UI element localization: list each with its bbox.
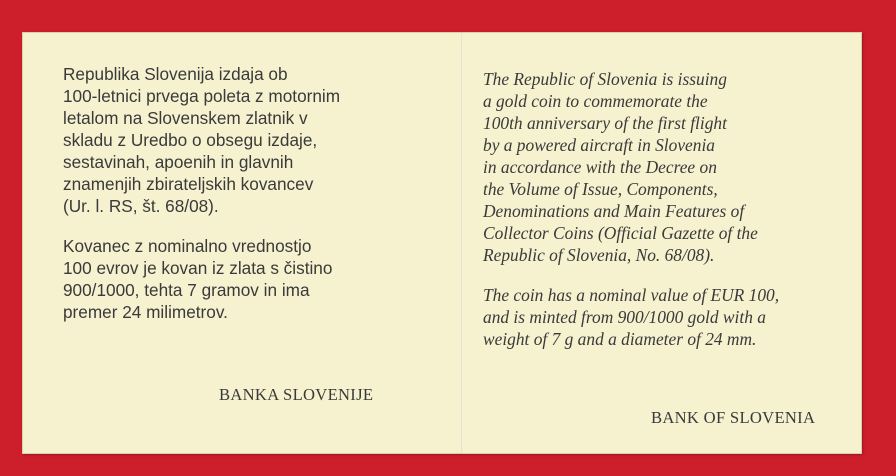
paragraph-spacer: [63, 217, 443, 235]
text-line: 100th anniversary of the first flight: [483, 113, 727, 133]
english-paragraph-2: [483, 284, 853, 350]
text-line: weight of 7 g and a diameter of 24 mm.: [483, 329, 757, 349]
text-line: 100 evrov je kovan iz zlata s čistino: [63, 258, 333, 278]
text-line: znamenjih zbirateljskih kovancev: [63, 174, 314, 194]
english-paragraph-1: [483, 68, 853, 266]
text-line: (Ur. l. RS, št. 68/08).: [63, 196, 219, 216]
text-line: letalom na Slovenskem zlatnik v: [63, 108, 308, 128]
text-line: 100-letnici prvega poleta z motornim: [63, 86, 341, 106]
text-line: by a powered aircraft in Slovenia: [483, 135, 715, 155]
card-fold-line: [461, 33, 463, 453]
english-signature: BANK OF SLOVENIA: [651, 408, 816, 427]
text-line: 900/1000, tehta 7 gramov in ima: [63, 280, 310, 300]
text-line: the Volume of Issue, Components,: [483, 179, 718, 199]
text-line: Republika Slovenija izdaja ob: [63, 64, 288, 84]
text-line: Denominations and Main Features of: [483, 201, 745, 221]
english-column: [483, 68, 853, 350]
slovenian-signature: BANKA SLOVENIJE: [219, 385, 374, 404]
text-line: premer 24 milimetrov.: [63, 302, 228, 322]
text-line: Kovanec z nominalno vrednostjo: [63, 236, 312, 256]
text-line: The Republic of Slovenia is issuing: [483, 69, 727, 89]
slovenian-paragraph-2: [63, 235, 443, 323]
text-line: in accordance with the Decree on: [483, 157, 717, 177]
certificate-card: [22, 32, 862, 454]
text-line: a gold coin to commemorate the: [483, 91, 708, 111]
text-line: Republic of Slovenia, No. 68/08).: [483, 245, 715, 265]
slovenian-column: [63, 63, 443, 323]
text-line: and is minted from 900/1000 gold with a: [483, 307, 766, 327]
text-line: The coin has a nominal value of EUR 100,: [483, 285, 780, 305]
text-line: skladu z Uredbo o obsegu izdaje,: [63, 130, 318, 150]
text-line: sestavinah, apoenih in glavnih: [63, 152, 294, 172]
text-line: Collector Coins (Official Gazette of the: [483, 223, 758, 243]
slovenian-paragraph-1: [63, 63, 443, 217]
paragraph-spacer: [483, 266, 853, 284]
